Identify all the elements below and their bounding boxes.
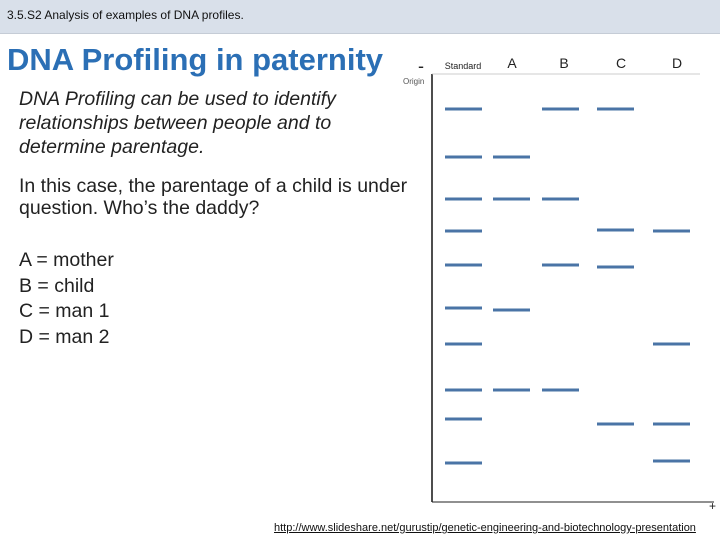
band-c-4	[597, 423, 634, 426]
legend-item-b: B = child	[19, 274, 95, 297]
band-standard-7	[445, 343, 482, 346]
band-standard-2	[445, 156, 482, 159]
band-c-1	[597, 108, 634, 111]
lane-label-d: D	[671, 55, 683, 71]
band-a-3	[493, 309, 530, 312]
plus-label: +	[709, 499, 717, 513]
band-d-2	[653, 343, 690, 346]
band-a-1	[493, 156, 530, 159]
question-text: In this case, the parentage of a child is under question. Who’s the daddy?	[19, 175, 408, 219]
legend-item-d: D = man 2	[19, 325, 110, 348]
band-c-3	[597, 266, 634, 269]
band-standard-4	[445, 230, 482, 233]
minus-label: -	[418, 56, 424, 76]
band-b-3	[542, 264, 579, 267]
band-b-1	[542, 108, 579, 111]
lane-label-a: A	[507, 55, 517, 71]
lane-label-b: B	[559, 55, 569, 71]
band-c-2	[597, 229, 634, 232]
band-standard-6	[445, 307, 482, 310]
band-standard-10	[445, 462, 482, 465]
source-link[interactable]: http://www.slideshare.net/gurustip/genetic-engineering-and-biotechnology-presentation	[274, 522, 696, 534]
band-a-2	[493, 198, 530, 201]
header-text: 3.5.S2 Analysis of examples of DNA profiles.	[7, 8, 244, 22]
band-a-4	[493, 389, 530, 392]
legend-item-a: A = mother	[19, 249, 114, 271]
origin-label: Origin	[403, 77, 425, 86]
intro-text: DNA Profiling can be used to identify relationships between people and to determine parentage.	[19, 88, 336, 158]
band-b-2	[542, 198, 579, 201]
band-d-4	[653, 460, 690, 463]
legend-item-c: C = man 1	[19, 300, 110, 322]
band-b-4	[542, 389, 579, 392]
band-layer	[445, 108, 690, 465]
band-d-3	[653, 423, 690, 426]
lane-label-standard: Standard	[444, 61, 482, 71]
band-standard-1	[445, 108, 482, 111]
slide-title: DNA Profiling in paternity	[7, 42, 384, 77]
band-standard-3	[445, 198, 482, 201]
lane-label-c: C	[615, 55, 627, 71]
band-d-1	[653, 230, 690, 233]
band-standard-5	[445, 264, 482, 267]
band-standard-8	[445, 389, 482, 392]
band-standard-9	[445, 418, 482, 421]
